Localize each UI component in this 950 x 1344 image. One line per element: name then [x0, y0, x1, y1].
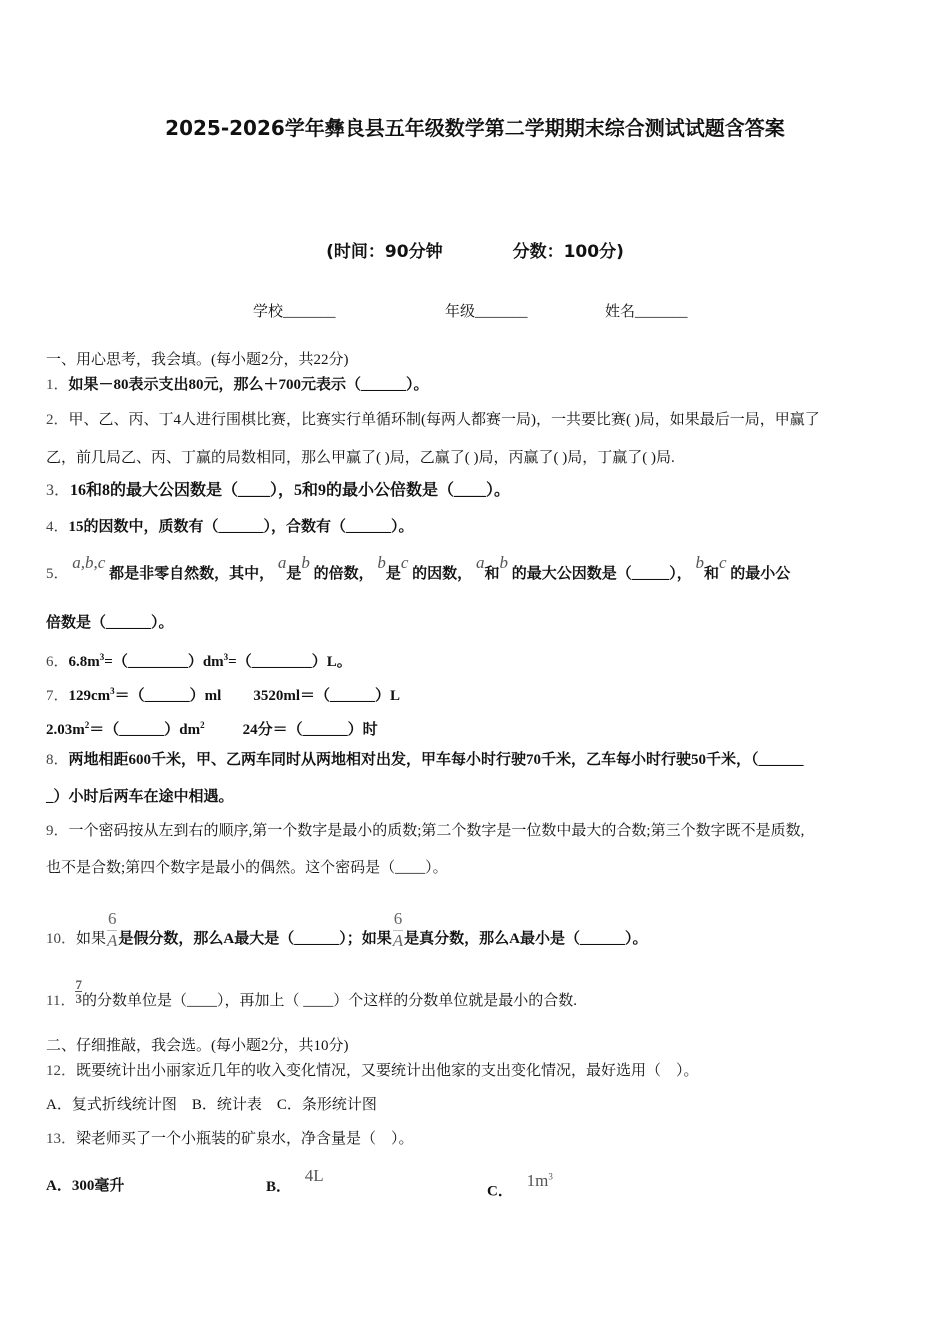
q-text: 3520ml＝（______）L	[253, 688, 401, 704]
denominator: 3	[75, 991, 82, 1006]
q-text: 的因数，	[412, 566, 473, 582]
superscript: 3	[548, 1171, 553, 1181]
question-1	[46, 375, 429, 395]
math-var: b	[499, 553, 508, 572]
fraction	[393, 908, 403, 951]
question-2-cont: 乙，前几局乙、丙、丁赢的局数相同，那么甲赢了( )局，乙赢了( )局，丙赢了( )局，丁赢了( )局.	[46, 450, 675, 466]
q-text: 是	[385, 566, 401, 582]
fraction	[75, 978, 82, 1005]
question-9-cont: 也不是合数;第四个数字是最小的偶然。这个密码是（____）。	[46, 860, 448, 876]
option-c	[487, 1170, 553, 1202]
option-label: B．	[266, 1179, 292, 1195]
question-13	[46, 1129, 414, 1149]
q-text: ＝（______）ml	[114, 688, 222, 704]
name-field: 姓名_______	[605, 304, 688, 320]
q-text: 是假分数，那么A最大是（______）；如果	[118, 930, 392, 947]
math-var: a	[475, 553, 485, 572]
math-var: a	[277, 553, 287, 572]
time-limit: (时间：90分钟	[326, 242, 443, 262]
option-value: 4L	[304, 1166, 324, 1185]
q-number: 13．	[46, 1131, 77, 1147]
superscript: 2	[84, 720, 90, 730]
grade-field: 年级_______	[445, 304, 528, 320]
question-4	[46, 517, 414, 537]
question-7	[46, 681, 400, 706]
fraction	[107, 908, 117, 951]
q-text: 甲、乙、丙、丁4人进行围棋比赛，比赛实行单循环制(每两人都赛一局)，一共要比赛( )局，如果最后一局，甲赢了	[68, 412, 820, 428]
doc-title: 2025-2026学年彝良县五年级数学第二学期期末综合测试试题含答案	[165, 116, 785, 140]
q-text: 如果－80表示支出80元，那么＋700元表示（______）。	[68, 377, 429, 393]
q-text: 和	[484, 566, 500, 582]
option-value	[527, 1171, 553, 1190]
q-text: 129cm	[68, 688, 111, 704]
school-field: 学校_______	[253, 304, 336, 320]
q-text: 15的因数中，质数有（______），合数有（______）。	[68, 519, 414, 535]
section-2-heading: 二、仔细推敲，我会选。(每小题2分，共10分)	[46, 1038, 349, 1054]
q-text: 是真分数，那么A最小是（______）。	[404, 930, 648, 947]
question-12-options: A．复式折线统计图 B．统计表 C．条形统计图	[46, 1097, 377, 1113]
numerator: 6	[393, 908, 403, 931]
q-text: 的最小公	[730, 566, 791, 582]
q-text: 是	[286, 566, 302, 582]
option-a: A．300毫升	[46, 1178, 125, 1194]
math-var: b	[695, 553, 704, 572]
question-9	[46, 821, 804, 841]
q-text: 如果	[76, 930, 107, 947]
math-vars: a,b,c	[72, 553, 106, 572]
option-value-text: 1m	[526, 1170, 549, 1190]
q-text: 的倍数，	[313, 566, 374, 582]
question-5-cont: 倍数是（______）。	[46, 615, 174, 631]
q-number: 6．	[46, 654, 69, 670]
q-text: 既要统计出小丽家近几年的收入变化情况，又要统计出他家的支出变化情况，最好选用（ ）。	[76, 1063, 699, 1079]
q-number: 4．	[46, 519, 69, 535]
denominator: A	[107, 931, 118, 950]
q-number: 10．	[46, 930, 77, 947]
q-text: 的分数单位是（____），再加上（ ____）个这样的分数单位就是最小的合数.	[81, 992, 577, 1009]
superscript: 3	[99, 652, 105, 662]
q-number: 7．	[46, 688, 69, 704]
q-text: 梁老师买了一个小瓶装的矿泉水，净含量是（ ）。	[76, 1131, 414, 1147]
question-3	[46, 481, 510, 501]
q-number: 2．	[46, 412, 69, 428]
denominator: A	[392, 931, 404, 950]
question-6	[46, 647, 352, 672]
q-number: 8．	[46, 752, 69, 768]
q-number: 12．	[46, 1063, 77, 1079]
option-label: C．	[487, 1183, 513, 1200]
q-number: 11．	[46, 992, 76, 1009]
q-number: 5．	[46, 566, 69, 582]
q-text: =（________）L。	[228, 654, 352, 670]
option-b	[266, 1166, 324, 1197]
q-number: 9．	[46, 823, 69, 839]
q-text: 的最大公因数是（_____），	[511, 566, 692, 582]
question-8-cont: _）小时后两车在途中相遇。	[46, 789, 234, 805]
question-11	[46, 977, 577, 1015]
q-text: 两地相距600千米，甲、乙两车同时从两地相对出发，甲车每小时行驶70千米，乙车每小时行驶50千米，（______	[68, 752, 804, 768]
question-2	[46, 410, 820, 430]
numerator: 7	[75, 977, 82, 992]
question-8	[46, 750, 804, 770]
math-var: c	[718, 553, 727, 572]
q-text: 6.8m	[68, 654, 100, 670]
q-text: 一个密码按从左到右的顺序,第一个数字是最小的质数;第二个数字是一位数中最大的合数;第三个数字既不是质数,	[68, 823, 805, 839]
superscript: 3	[110, 686, 115, 696]
q-text: ＝（______）dm	[89, 722, 201, 738]
q-text: 24分＝（______）时	[242, 722, 378, 738]
q-text: 16和8的最大公因数是（____），5和9的最小公倍数是（____）。	[70, 482, 511, 499]
q-text: 都是非零自然数，其中，	[109, 566, 275, 582]
question-7-cont	[46, 715, 378, 740]
section-1-heading: 一、用心思考，我会填。(每小题2分，共22分)	[46, 352, 349, 368]
total-score: 分数：100分)	[512, 242, 624, 262]
math-var: b	[377, 553, 386, 572]
math-var: b	[301, 553, 310, 572]
question-12	[46, 1061, 699, 1081]
question-10	[46, 909, 648, 961]
numerator: 6	[107, 908, 117, 931]
q-text: 2.03m	[46, 722, 85, 738]
math-var: c	[400, 553, 409, 572]
q-text: 和	[703, 566, 719, 582]
question-5	[46, 553, 791, 584]
exam-meta	[0, 237, 950, 262]
q-text: =（________）dm	[104, 654, 224, 670]
superscript: 3	[223, 652, 229, 662]
q-number: 1．	[46, 377, 69, 393]
q-number: 3．	[46, 482, 71, 499]
superscript: 2	[200, 720, 205, 730]
